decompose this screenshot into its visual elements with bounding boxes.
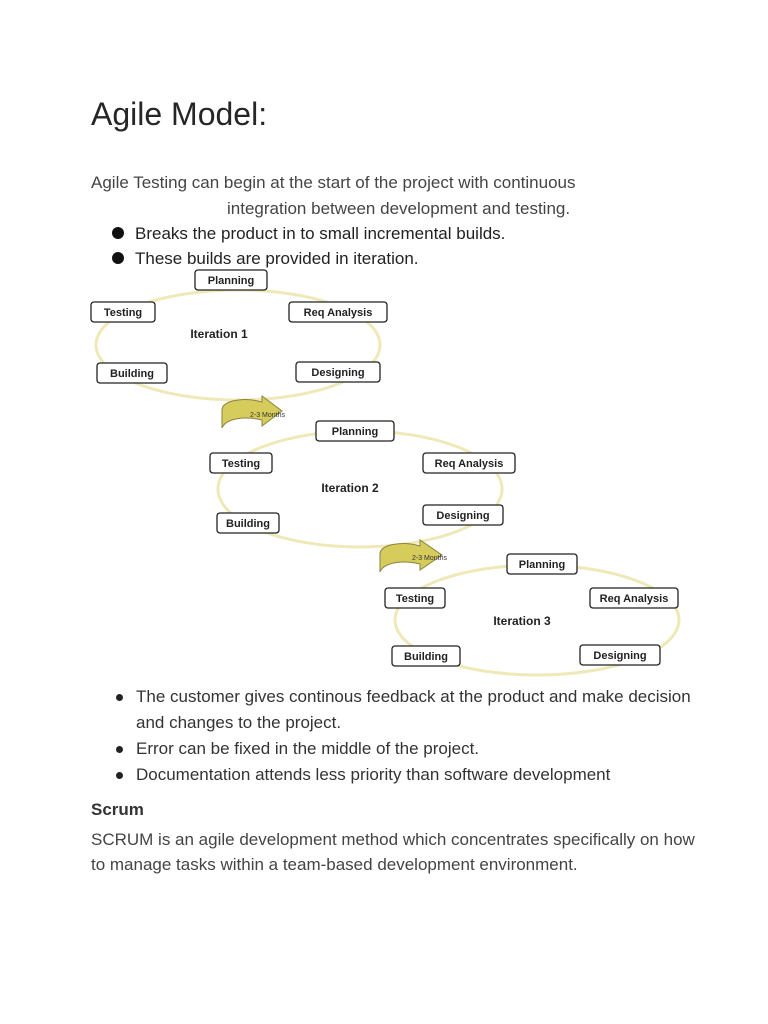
svg-text:Designing: Designing [311,367,365,379]
stage-box-planning [507,554,577,574]
svg-text:Designing: Designing [436,510,490,522]
feedback-list [116,684,716,788]
iteration-label: Iteration 1 [190,327,248,341]
arrow-label: 2-3 Months [412,555,448,562]
stage-box-designing [423,505,503,525]
list-item-text: The customer gives continous feedback at the product and make decision and changes to the project. [136,687,691,732]
svg-text:Planning: Planning [518,559,566,571]
svg-text:Designing: Designing [593,650,647,662]
bullet-dot-icon [116,772,123,779]
stage-box-building [217,513,279,533]
list-item [116,684,716,736]
list-item-text: Error can be fixed in the middle of the project. [136,739,480,758]
stage-box-designing [296,362,380,382]
stage-box-req-analysis [289,302,387,322]
svg-text:Planning: Planning [207,275,255,287]
svg-text:Req Analysis: Req Analysis [303,307,373,319]
stage-box-req-analysis [590,588,678,608]
stage-box-building [392,646,460,666]
intro-line-2: integration between development and testing. [227,199,571,218]
stage-box-planning [316,421,394,441]
section-heading: Scrum [91,800,144,819]
bullet-dot-icon [116,746,123,753]
svg-text:Testing: Testing [395,593,435,605]
svg-text:Building: Building [226,518,270,530]
svg-text:Req Analysis: Req Analysis [434,458,504,470]
svg-text:Testing: Testing [103,307,143,319]
bullet-text: These builds are provided in iteration. [135,249,419,268]
iteration-label: Iteration 2 [321,481,379,495]
stage-box-planning [195,270,267,290]
stage-box-testing [210,453,272,473]
iteration-label: Iteration 3 [493,614,551,628]
svg-text:Building: Building [110,368,154,380]
stage-box-req-analysis [423,453,515,473]
stage-box-testing [91,302,155,322]
stage-box-designing [580,645,660,665]
svg-text:Testing: Testing [221,458,261,470]
svg-text:Building: Building [404,651,448,663]
svg-text:Planning: Planning [331,426,379,438]
arrow-label: 2-3 Months [250,412,286,419]
intro-line-1: Agile Testing can begin at the start of the project with continuous [91,173,576,192]
list-item [116,762,716,788]
scrum-paragraph: SCRUM is an agile development method which concentrates specifically on how to manage tasks within a team-based development environment. [91,830,695,874]
list-item [116,736,716,762]
stage-box-testing [385,588,445,608]
svg-text:Req Analysis: Req Analysis [599,593,669,605]
bullet-text: Breaks the product in to small incremental builds. [135,224,506,243]
stage-box-building [97,363,167,383]
list-item-text: Documentation attends less priority than software development [136,765,611,784]
page-title: Agile Model: [91,96,268,132]
bullet-dot-icon [116,694,123,701]
